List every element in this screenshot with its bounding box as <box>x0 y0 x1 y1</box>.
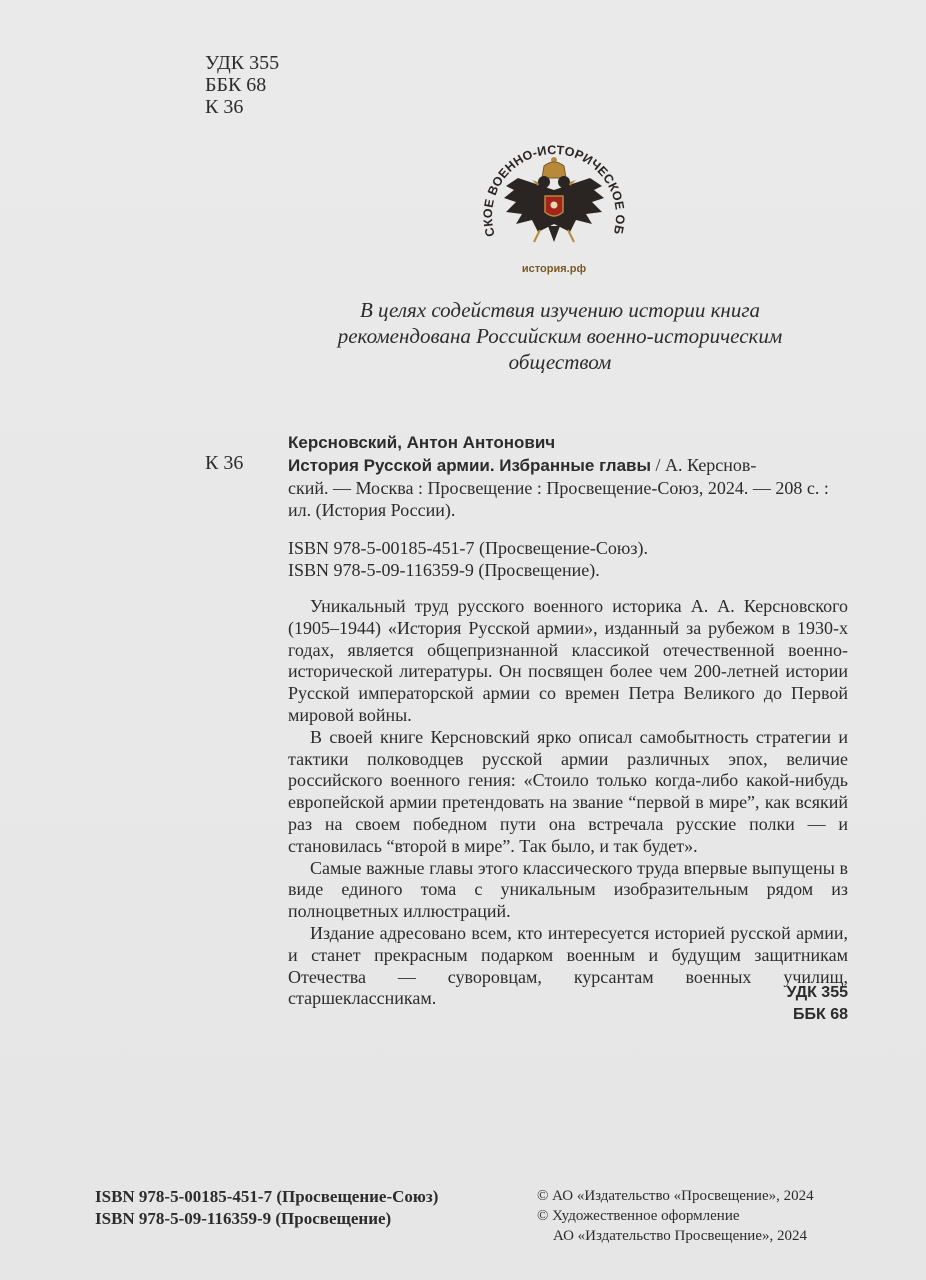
bib-line-1-rest: / А. Керснов- <box>651 455 757 475</box>
annotation <box>288 596 848 1010</box>
isbn-line: ISBN 978-5-00185-451-7 (Просвещение-Союз). <box>288 538 648 558</box>
author-sign: К 36 <box>205 96 244 118</box>
copyright-line: АО «Издательство Просвещение», 2024 <box>553 1228 807 1244</box>
recommendation-note <box>300 297 820 375</box>
isbn-list <box>288 537 848 581</box>
rvio-logo <box>466 120 642 296</box>
book-title: История Русской армии. Избранные главы <box>288 456 651 475</box>
copyright-line: © АО «Издательство «Просвещение», 2024 <box>537 1188 814 1204</box>
bbk-code: ББК 68 <box>792 1006 848 1023</box>
isbn-footer-line: ISBN 978-5-00185-451-7 (Просвещение-Союз) <box>95 1187 439 1206</box>
isbn-footer <box>95 1186 525 1230</box>
copyright-notice <box>537 1186 857 1246</box>
bib-line-3: ил. (История России). <box>288 500 456 520</box>
logo-site-text: история.рф <box>521 263 587 275</box>
recommend-line: В целях содействия изучению истории книга <box>359 298 761 322</box>
udk-code: УДК 355 <box>786 984 848 1001</box>
bib-author-sign: К 36 <box>205 452 244 474</box>
double-headed-eagle-emblem-icon <box>466 120 642 296</box>
annotation-paragraph: Самые важные главы этого классического труда впервые выпущены в виде единого тома с уникальным изобразительным рядом из полноцветных иллюстраций. <box>288 857 848 922</box>
classification-codes-bottom <box>700 982 848 1026</box>
recommend-line: рекомендована Российским военно-историческим <box>337 324 783 348</box>
copyright-line: © Художественное оформление <box>537 1208 740 1224</box>
annotation-paragraph: Издание адресовано всем, кто интересуется историей русской армии, и станет прекрасным подарком военным и будущим защитникам Отечества — суворовцам, курсантам военных училищ, старшеклассникам. <box>288 922 848 1009</box>
udk-code: УДК 355 <box>205 52 280 74</box>
bbk-code: ББК 68 <box>205 74 267 96</box>
bibliographic-record <box>288 432 848 521</box>
annotation-paragraph: В своей книге Керсновский ярко описал самобытность стратегии и тактики полководцев русской армии различных эпох, величие российского военного гения: «Стоило только когда-либо какой-нибудь европейской армии претендовать на звание “первой в мире”, как всякий раз на своем победном пути она встречала русские полки — и становилась “второй в мире”. Так было, и так будет». <box>288 726 848 856</box>
recommend-line: обществом <box>508 350 612 374</box>
bib-line-2: ский. — Москва : Просвещение : Просвещение-Союз, 2024. — 208 с. : <box>288 478 829 498</box>
isbn-footer-line: ISBN 978-5-09-116359-9 (Просвещение) <box>95 1209 392 1228</box>
isbn-line: ISBN 978-5-09-116359-9 (Просвещение). <box>288 560 600 580</box>
annotation-paragraph: Уникальный труд русского военного историка А. А. Керсновского (1905–1944) «История Русской армии», изданный за рубежом в 1930-х годах, является общепризнанной классикой отечественной военно-исторической литературы. Он посвящен более чем 200-летней истории Русской императорской армии со времен Петра Великого до Первой мировой войны. <box>288 596 848 725</box>
classification-codes-top <box>205 52 279 118</box>
book-author: Керсновский, Антон Антонович <box>288 433 556 452</box>
logo-ring-text: СКОЕ ВОЕННО-ИСТОРИЧЕСКОЕ ОБ <box>480 142 628 239</box>
